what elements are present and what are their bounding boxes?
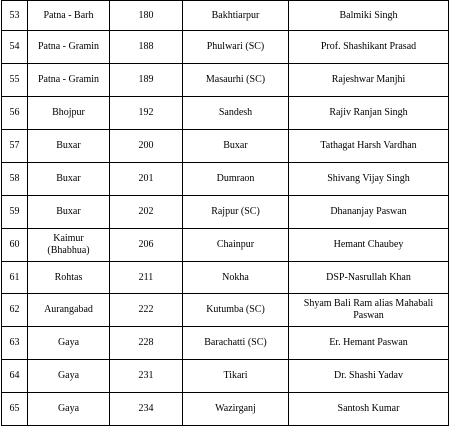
candidate-name-cell: Shyam Bali Ram alias Mahabali Paswan: [289, 294, 449, 327]
serial-number-cell: 61: [2, 262, 28, 294]
serial-number-cell: 53: [2, 1, 28, 31]
table-row: [2, 229, 449, 262]
constituency-number-cell: 228: [110, 327, 183, 360]
serial-number-cell: 54: [2, 31, 28, 64]
table-row: [2, 97, 449, 130]
serial-number-cell: 56: [2, 97, 28, 130]
table-row: [2, 31, 449, 64]
serial-number-cell: 64: [2, 360, 28, 393]
district-cell: Patna - Barh: [28, 1, 110, 31]
constituency-number-cell: 206: [110, 229, 183, 262]
constituency-number-cell: 201: [110, 163, 183, 196]
serial-number-cell: 63: [2, 327, 28, 360]
constituency-number-cell: 234: [110, 393, 183, 426]
constituency-name-cell: Wazirganj: [183, 393, 289, 426]
constituency-number-cell: 222: [110, 294, 183, 327]
district-cell: Gaya: [28, 327, 110, 360]
candidate-list-table: [1, 0, 449, 426]
candidate-name-cell: Tathagat Harsh Vardhan: [289, 130, 449, 163]
candidate-name-cell: Balmiki Singh: [289, 1, 449, 31]
candidate-name-cell: Rajiv Ranjan Singh: [289, 97, 449, 130]
district-cell: Buxar: [28, 163, 110, 196]
serial-number-cell: 62: [2, 294, 28, 327]
constituency-name-cell: Rajpur (SC): [183, 196, 289, 229]
table-row: [2, 130, 449, 163]
constituency-name-cell: Sandesh: [183, 97, 289, 130]
serial-number-cell: 55: [2, 64, 28, 97]
district-cell: Rohtas: [28, 262, 110, 294]
candidate-name-cell: Shivang Vijay Singh: [289, 163, 449, 196]
serial-number-cell: 60: [2, 229, 28, 262]
candidate-name-cell: Dhananjay Paswan: [289, 196, 449, 229]
serial-number-cell: 65: [2, 393, 28, 426]
table-row: [2, 393, 449, 426]
constituency-number-cell: 180: [110, 1, 183, 31]
district-cell: Gaya: [28, 393, 110, 426]
constituency-name-cell: Masaurhi (SC): [183, 64, 289, 97]
district-cell: Buxar: [28, 196, 110, 229]
serial-number-cell: 58: [2, 163, 28, 196]
serial-number-cell: 59: [2, 196, 28, 229]
district-cell: Aurangabad: [28, 294, 110, 327]
constituency-name-cell: Phulwari (SC): [183, 31, 289, 64]
constituency-name-cell: Kutumba (SC): [183, 294, 289, 327]
constituency-number-cell: 202: [110, 196, 183, 229]
table-row: [2, 1, 449, 31]
constituency-name-cell: Chainpur: [183, 229, 289, 262]
table-body: [2, 1, 449, 426]
candidate-name-cell: Hemant Chaubey: [289, 229, 449, 262]
constituency-number-cell: 192: [110, 97, 183, 130]
constituency-number-cell: 200: [110, 130, 183, 163]
table-row: [2, 360, 449, 393]
district-cell: Gaya: [28, 360, 110, 393]
candidate-name-cell: DSP-Nasrullah Khan: [289, 262, 449, 294]
table-row: [2, 64, 449, 97]
table-row: [2, 163, 449, 196]
constituency-number-cell: 189: [110, 64, 183, 97]
candidate-name-cell: Dr. Shashi Yadav: [289, 360, 449, 393]
constituency-number-cell: 188: [110, 31, 183, 64]
serial-number-cell: 57: [2, 130, 28, 163]
district-cell: Patna - Gramin: [28, 64, 110, 97]
candidate-name-cell: Prof. Shashikant Prasad: [289, 31, 449, 64]
candidate-name-cell: Er. Hemant Paswan: [289, 327, 449, 360]
district-cell: Buxar: [28, 130, 110, 163]
constituency-name-cell: Bakhtiarpur: [183, 1, 289, 31]
constituency-name-cell: Barachatti (SC): [183, 327, 289, 360]
table-row: [2, 327, 449, 360]
table-row: [2, 196, 449, 229]
table-row: [2, 294, 449, 327]
constituency-name-cell: Nokha: [183, 262, 289, 294]
table-row: [2, 262, 449, 294]
district-cell: Patna - Gramin: [28, 31, 110, 64]
constituency-name-cell: Buxar: [183, 130, 289, 163]
constituency-name-cell: Tikari: [183, 360, 289, 393]
constituency-name-cell: Dumraon: [183, 163, 289, 196]
district-cell: Bhojpur: [28, 97, 110, 130]
candidate-name-cell: Santosh Kumar: [289, 393, 449, 426]
district-cell: Kaimur (Bhabhua): [28, 229, 110, 262]
constituency-number-cell: 211: [110, 262, 183, 294]
candidate-name-cell: Rajeshwar Manjhi: [289, 64, 449, 97]
constituency-number-cell: 231: [110, 360, 183, 393]
